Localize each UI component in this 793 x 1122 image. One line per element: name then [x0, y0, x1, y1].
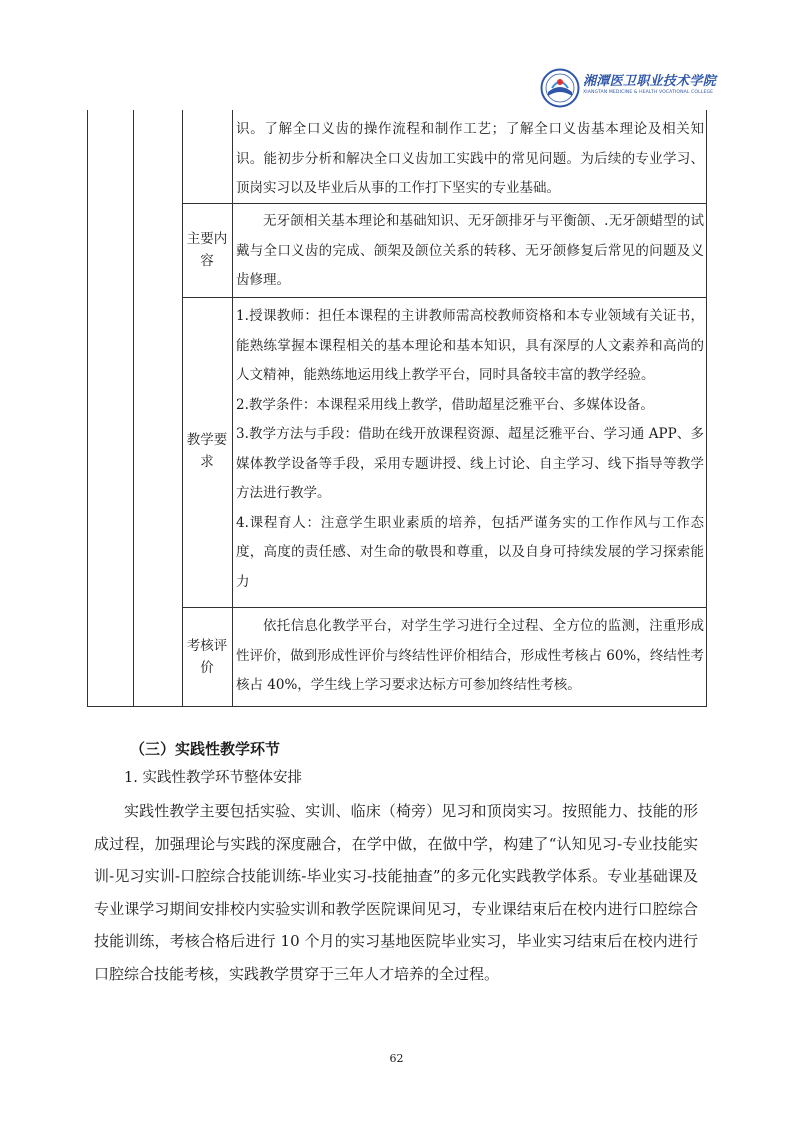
- teaching-requirements-text: [236, 302, 704, 597]
- college-logo: [540, 68, 717, 110]
- assessment-label: 考核评价: [186, 638, 228, 676]
- college-emblem-icon: [540, 68, 580, 108]
- section-title: （三）实践性教学环节: [130, 740, 281, 758]
- teaching-requirements-label: 教学要求: [186, 432, 228, 470]
- requirement-item: 2.教学条件：本课程采用线上教学，借助超星泛雅平台、多媒体设备。: [236, 396, 654, 413]
- objective-continued-text: 识。了解全口义齿的操作流程和制作工艺；了解全口义齿基本理论及相关知识。能初步分析和解决全口义齿加工实践中的常见问题。为后续的专业学习、顶岗实习以及毕业后从事的工作打下坚实的专业基础。: [236, 121, 704, 196]
- assessment-text: 依托信息化教学平台，对学生学习进行全过程、全方位的监测，注重形成性评价，做到形成性评价与终结性评价相结合，形成性考核占 60%，终结性考核占 40%，学生线上学习要求达标方可参加终结性考核。: [236, 618, 704, 693]
- requirement-item: 4.课程育人：注意学生职业素质的培养，包括严谨务实的工作作风与工作态度，高度的责任感、对生命的敬畏和尊重，以及自身可持续发展的学习探索能力: [236, 514, 704, 590]
- requirement-item: 1.授课教师：担任本课程的主讲教师需高校教师资格和本专业领域有关证书，能熟练掌握本课程相关的基本理论和基本知识，具有深厚的人文素养和高尚的人文精神，能熟练地运用线上教学平台，同时具备较丰富的教学经验。: [236, 308, 704, 383]
- section-paragraph: 实践性教学主要包括实验、实训、临床（椅旁）见习和顶岗实习。按照能力、技能的形成过程，加强理论与实践的深度融合，在学中做，在做中学，构建了“认知见习-专业技能实训-见习实训-口腔综合技能训练-毕业实习-技能抽查”的多元化实践教学体系。专业基础课及专业课学习期间安排校内实验实训和教学医院课间见习，专业课结束后在校内进行口腔综合技能训练，考核合格后进行 10 个月的实习基地医院毕业实习，毕业实习结束后在校内进行口腔综合技能考核，实践教学贯穿于三年人才培养的全过程。: [94, 802, 698, 983]
- main-content-text: 无牙颌相关基本理论和基础知识、无牙颌排牙与平衡颌、.无牙颌蜡型的试戴与全口义齿的完成、颌架及颌位关系的转移、无牙颌修复后常见的问题及义齿修理。: [236, 213, 704, 288]
- college-name: 湘潭医卫职业技术学院: [583, 74, 717, 89]
- subsection-title: 1. 实践性教学环节整体安排: [124, 770, 302, 786]
- page-number: 62: [389, 1052, 404, 1065]
- requirement-item: 3.教学方法与手段：借助在线开放课程资源、超星泛雅平台、学习通 APP、多媒体教学设备等手段，采用专题讲授、线上讨论、自主学习、线下指导等教学方法进行教学。: [236, 426, 704, 501]
- main-content-label: 主要内容: [186, 231, 228, 269]
- college-english-name: XIANGTAN MEDICINE & HEALTH VOCATIONAL COLLEGE: [583, 90, 714, 95]
